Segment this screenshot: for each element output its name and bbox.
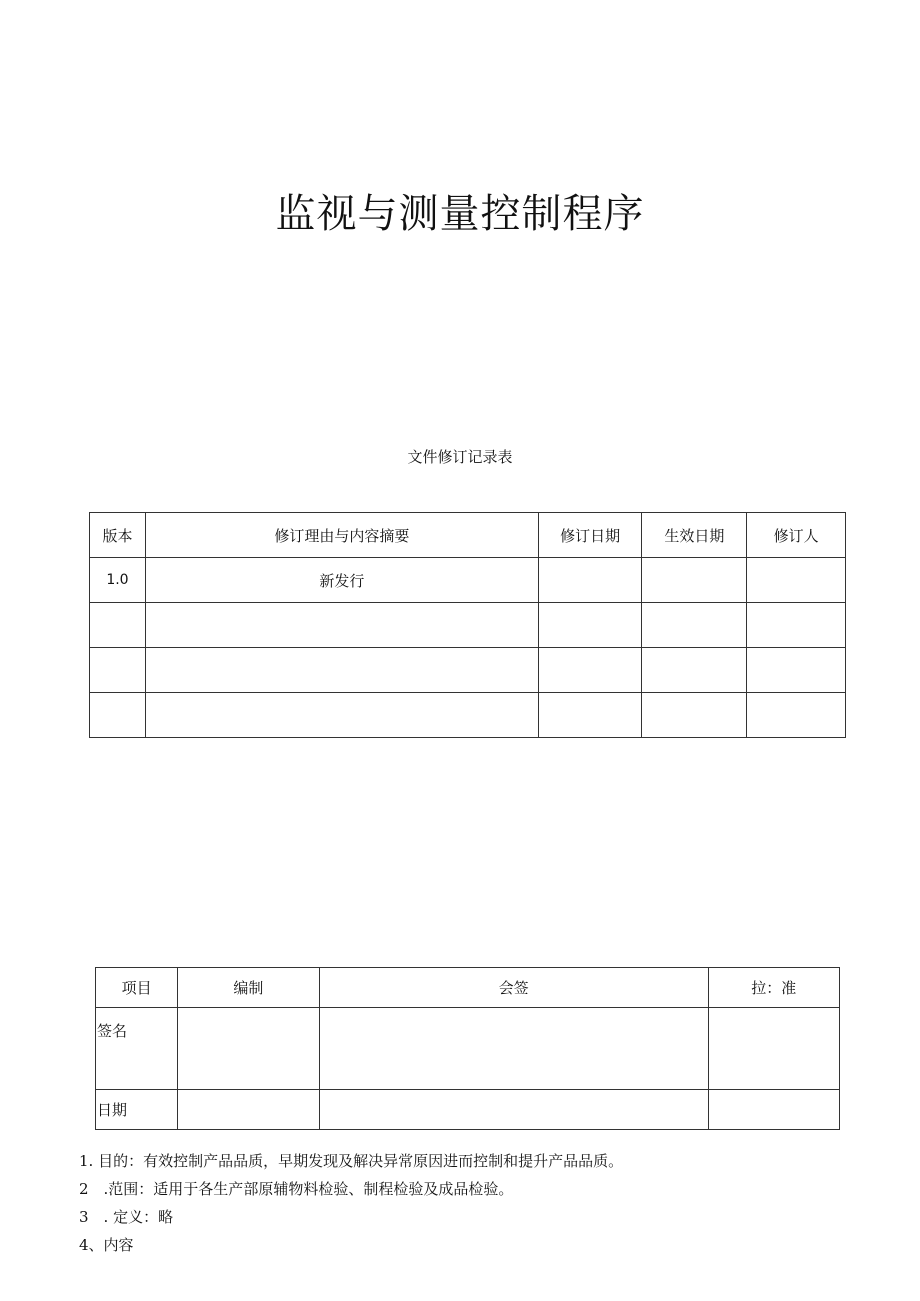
section-definition: 3 . 定义：略 — [79, 1208, 174, 1226]
section-scope: 2 .范围：适用于各生产部原辅物料检验、制程检验及成品检验。 — [79, 1180, 514, 1198]
signature-countersign-cell — [319, 1008, 708, 1090]
cell-version: 1.0 — [90, 558, 146, 603]
cell-revision-date — [538, 603, 642, 648]
header-reviser: 修订人 — [747, 513, 846, 558]
table-row — [90, 558, 846, 603]
header-effective-date: 生效日期 — [642, 513, 747, 558]
header-approve: 拉：准 — [708, 968, 839, 1008]
header-item: 项目 — [96, 968, 178, 1008]
signature-label: 签名 — [96, 1008, 178, 1090]
cell-effective-date — [642, 603, 747, 648]
cell-revision-date — [538, 693, 642, 738]
cell-version — [90, 603, 146, 648]
header-version: 版本 — [90, 513, 146, 558]
header-summary: 修订理由与内容摘要 — [145, 513, 538, 558]
cell-version — [90, 693, 146, 738]
date-approve-cell — [708, 1090, 839, 1130]
cell-effective-date — [642, 648, 747, 693]
cell-summary — [145, 693, 538, 738]
cell-reviser — [747, 558, 846, 603]
table-row — [90, 693, 846, 738]
approval-header-row — [96, 968, 840, 1008]
cell-reviser — [747, 693, 846, 738]
header-countersign: 会签 — [319, 968, 708, 1008]
cell-effective-date — [642, 558, 747, 603]
signature-prepared-cell — [178, 1008, 319, 1090]
cell-reviser — [747, 603, 846, 648]
header-prepared: 编制 — [178, 968, 319, 1008]
revision-table-caption: 文件修订记录表 — [407, 448, 513, 466]
cell-effective-date — [642, 693, 747, 738]
table-row — [90, 603, 846, 648]
table-row — [90, 648, 846, 693]
cell-revision-date — [538, 648, 642, 693]
date-row — [96, 1090, 840, 1130]
cell-summary — [145, 648, 538, 693]
header-revision-date: 修订日期 — [538, 513, 642, 558]
section-content: 4、内容 — [79, 1236, 134, 1254]
signature-approve-cell — [708, 1008, 839, 1090]
date-label: 日期 — [96, 1090, 178, 1130]
date-prepared-cell — [178, 1090, 319, 1130]
signature-row — [96, 1008, 840, 1090]
cell-revision-date — [538, 558, 642, 603]
cell-reviser — [747, 648, 846, 693]
approval-table — [95, 967, 840, 1130]
date-countersign-cell — [319, 1090, 708, 1130]
cell-summary: 新发行 — [145, 558, 538, 603]
cell-summary — [145, 603, 538, 648]
table-header-row — [90, 513, 846, 558]
document-title: 监视与测量控制程序 — [275, 191, 645, 237]
section-purpose: 1. 目的：有效控制产品品质，早期发现及解决异常原因进而控制和提升产品品质。 — [79, 1152, 624, 1170]
revision-record-table — [89, 512, 846, 738]
cell-version — [90, 648, 146, 693]
